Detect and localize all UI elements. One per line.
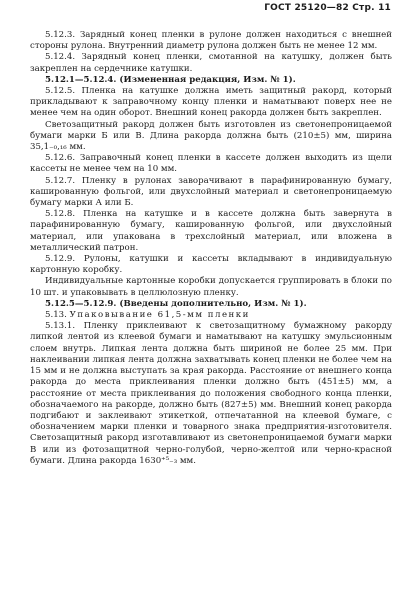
amendment-note-1: 5.12.1—5.12.4. (Измененная редакция, Изм. № 1). (45, 74, 296, 85)
paragraph-5-12-5: 5.12.5. Пленка на катушке должна иметь защитный ракорд, который прикладывают к заправочному концу пленки и наматывают поверх нее не менее чем на один оборот. Внешний конец ракорда должен быть закреплен. (30, 86, 392, 119)
paragraph-5-12-6: 5.12.6. Заправочный конец пленки в кассете должен выходить из щели кассеты не менее чем на 10 мм. (30, 153, 392, 175)
paragraph-leader-spec: Светозащитный ракорд должен быть изготовлен из светонепроницаемой бумаги марки Б или В. Длина ракорда должна быть (210±5) мм, ширина 35,1₋₀,₁₆ мм. (30, 119, 392, 153)
page-header (264, 3, 391, 13)
paragraph-5-12-8: 5.12.8. Пленка на катушке и в кассете должна быть завернута в парафинированную бумагу, кашированную фольгой, или двухслойный материал, или упакована в трехслойный материал, или вложена в металлический патрон. (30, 209, 392, 253)
paragraph-5-12-7: 5.12.7. Пленку в рулонах заворачивают в парафинированную бумагу, кашированную фольгой, или двухслойный материал и светонепроницаемую бумагу марки А или Б. (30, 175, 392, 209)
standard-number: ГОСТ 25120—82 (264, 3, 349, 13)
section-title: Упаковывание 61,5-мм пленки (69, 310, 250, 321)
section-heading-5-13 (30, 310, 392, 321)
paragraph-box-grouping: Индивидуальные картонные коробки допускается группировать в блоки по 10 шт. и упаковывать в целлюлозную пленку. (30, 276, 392, 298)
document-body (30, 30, 392, 467)
page-number: Стр. 11 (352, 3, 391, 13)
paragraph-5-12-4: 5.12.4. Зарядный конец пленки, смотанной на катушку, должен быть закреплен на сердечнике катушки. (30, 52, 392, 74)
amendment-note-2: 5.12.5—5.12.9. (Введены дополнительно, Изм. № 1). (45, 298, 307, 309)
paragraph-5-12-9: 5.12.9. Рулоны, катушки и кассеты вкладывают в индивидуальную картонную коробку. (30, 254, 392, 276)
paragraph-5-12-3: 5.12.3. Зарядный конец пленки в рулоне должен находиться с внешней стороны рулона. Внутренний диаметр рулона должен быть не менее 12 мм. (30, 30, 392, 52)
section-number: 5.13. (45, 310, 70, 321)
paragraph-5-13-1: 5.13.1. Пленку приклеивают к светозащитному бумажному ракорду липкой лентой из клеевой бумаги и наматывают на катушку эмульсионным слоем внутрь. Липкая лента должна быть шириной не более 25 мм. При наклеивании липкая лента должна захватывать конец пленки не более чем на 15 мм и не должна выступать за края ракорда. Расстояние от внешнего конца ракорда до места приклеивания пленки должно быть (451±5) мм, а расстояние от места приклеивания до положения свободного конца пленки, обозначаемого на ракорде, должно быть (827±5) мм. Внешний конец ракорда подгибают и заклеивают этикеткой, отпечатанной на клеевой бумаге, с обозначением марки пленки и товарного знака предприятия-изготовителя. Светозащитный ракорд изготавливают из светонепроницаемой бумаги марки В или из фотозащитной черно-голубой, черно-желтой или черно-красной бумаги. Длина ракорда 1630⁺⁵₋₃ мм. (30, 321, 392, 466)
